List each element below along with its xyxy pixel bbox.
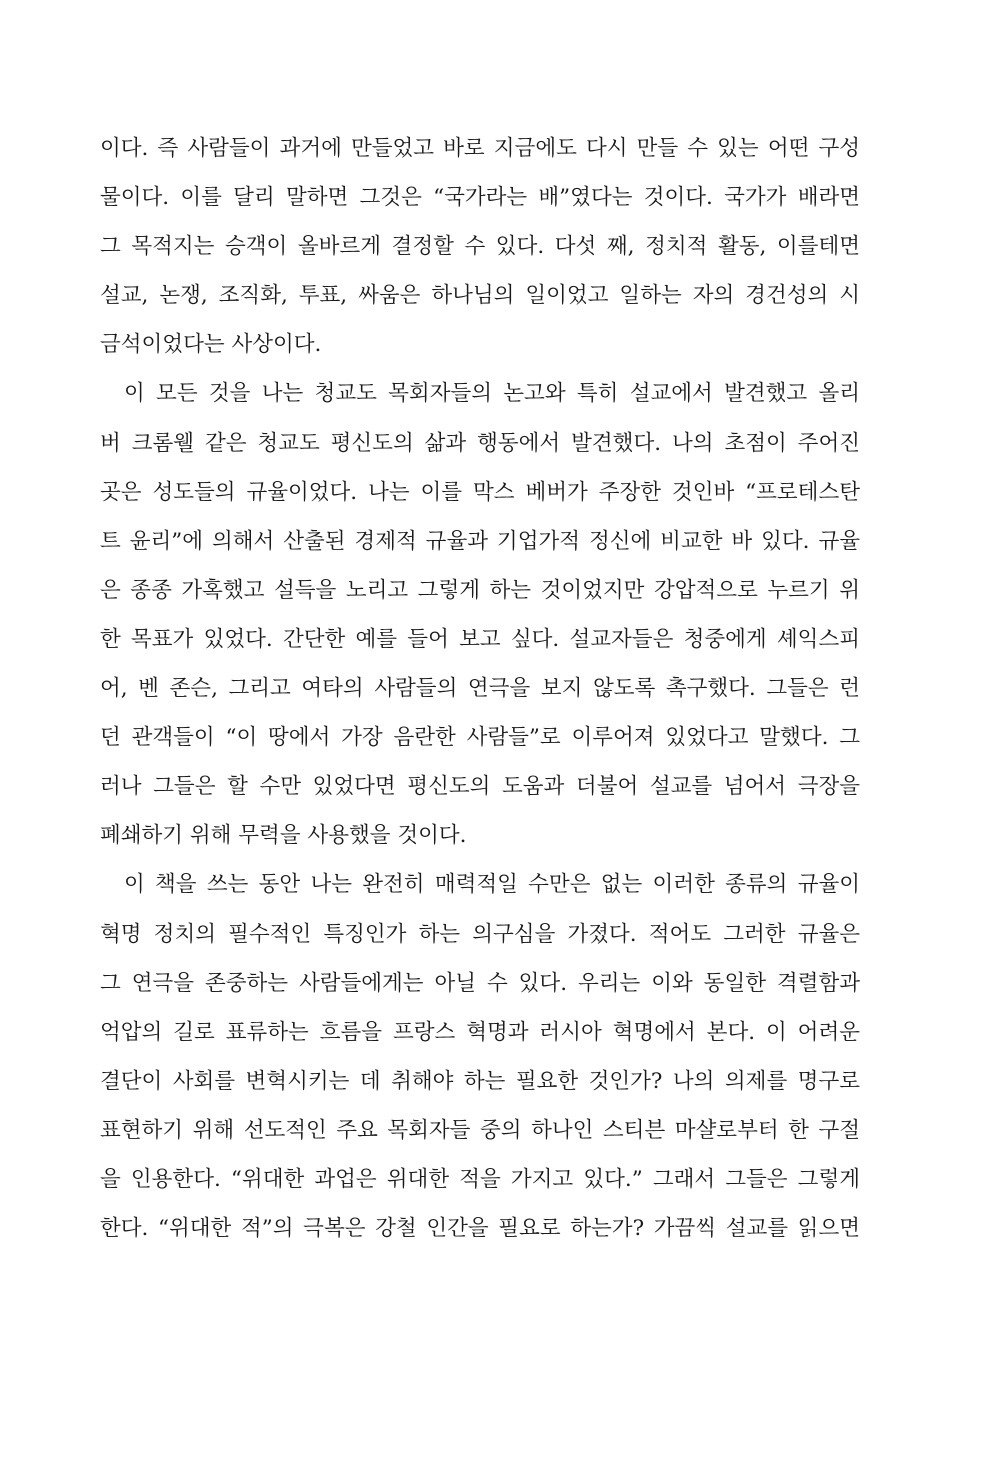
text-line: 설교, 논쟁, 조직화, 투표, 싸움은 하나님의 일이었고 일하는 자의 경건성의 시 — [100, 283, 860, 309]
text-line: 한 목표가 있었다. 간단한 예를 들어 보고 싶다. 설교자들은 청중에게 셰익스피 — [100, 626, 860, 652]
text-line: 던 관객들이 “이 땅에서 가장 음란한 사람들”로 이루어져 있었다고 말했다. 그 — [100, 725, 860, 751]
text-line: 금석이었다는 사상이다. — [100, 332, 322, 358]
text-line: 이 모든 것을 나는 청교도 목회자들의 논고와 특히 설교에서 발견했고 올리 — [124, 381, 860, 407]
text-line: 그 목적지는 승객이 올바르게 결정할 수 있다. 다섯 째, 정치적 활동, 이를테면 — [100, 234, 860, 260]
text-line: 은 종종 가혹했고 설득을 노리고 그렇게 하는 것이었지만 강압적으로 누르기 위 — [100, 577, 860, 603]
text-line: 곳은 성도들의 규율이었다. 나는 이를 막스 베버가 주장한 것인바 “프로테스탄 — [100, 479, 860, 505]
text-line: 결단이 사회를 변혁시키는 데 취해야 하는 필요한 것인가? 나의 의제를 명구로 — [100, 1068, 860, 1094]
text-line: 폐쇄하기 위해 무력을 사용했을 것이다. — [100, 823, 467, 849]
body-text — [100, 124, 860, 1253]
text-line: 트 윤리”에 의해서 산출된 경제적 규율과 기업가적 정신에 비교한 바 있다. 규율 — [100, 528, 860, 554]
text-line: 그 연극을 존중하는 사람들에게는 아닐 수 있다. 우리는 이와 동일한 격렬함과 — [100, 970, 860, 996]
text-line: 표현하기 위해 선도적인 주요 목회자들 중의 하나인 스티븐 마샬로부터 한 구절 — [100, 1117, 860, 1143]
text-line: 물이다. 이를 달리 말하면 그것은 “국가라는 배”였다는 것이다. 국가가 배라면 — [100, 185, 860, 211]
text-line: 을 인용한다. “위대한 과업은 위대한 적을 가지고 있다.” 그래서 그들은 그렇게 — [100, 1166, 860, 1192]
text-line: 버 크롬웰 같은 청교도 평신도의 삶과 행동에서 발견했다. 나의 초점이 주어진 — [100, 430, 860, 456]
text-line: 이 책을 쓰는 동안 나는 완전히 매력적일 수만은 없는 이러한 종류의 규율이 — [124, 872, 860, 898]
text-line: 러나 그들은 할 수만 있었다면 평신도의 도움과 더불어 설교를 넘어서 극장을 — [100, 774, 860, 800]
text-line: 이다. 즉 사람들이 과거에 만들었고 바로 지금에도 다시 만들 수 있는 어떤 구성 — [100, 136, 860, 161]
text-line: 어, 벤 존슨, 그리고 여타의 사람들의 연극을 보지 않도록 촉구했다. 그들은 런 — [100, 676, 860, 702]
text-line: 억압의 길로 표류하는 흐름을 프랑스 혁명과 러시아 혁명에서 본다. 이 어려운 — [100, 1019, 860, 1045]
text-line: 한다. “위대한 적”의 극복은 강철 인간을 필요로 하는가? 가끔씩 설교를 읽으면 — [100, 1216, 860, 1242]
text-line: 혁명 정치의 필수적인 특징인가 하는 의구심을 가졌다. 적어도 그러한 규율은 — [100, 921, 860, 947]
